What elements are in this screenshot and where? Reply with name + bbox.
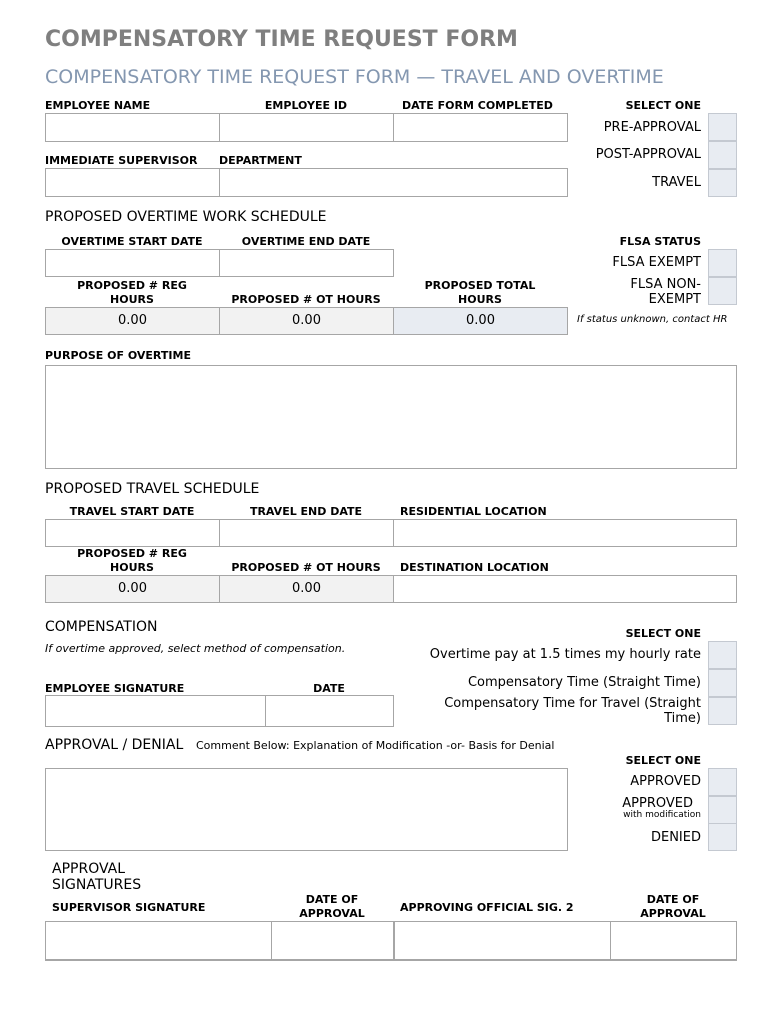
travel-type-label: TRAVEL: [652, 175, 701, 190]
approval-comment-label: Comment Below: Explanation of Modification -or- Basis for Denial: [196, 739, 555, 752]
employee-signature-date-label: DATE: [313, 682, 345, 695]
employee-signature-label: EMPLOYEE SIGNATURE: [45, 682, 185, 695]
page-title: COMPENSATORY TIME REQUEST FORM: [45, 27, 518, 52]
overtime-start-field[interactable]: [45, 249, 220, 277]
destination-field[interactable]: [393, 575, 737, 603]
overtime-start-label: OVERTIME START DATE: [61, 235, 203, 248]
ot-reg-hours-value: 0.00: [118, 313, 147, 328]
supervisor-signature-label: SUPERVISOR SIGNATURE: [52, 901, 206, 914]
flsa-exempt-checkbox[interactable]: [708, 249, 737, 277]
ot-total-hours-value: 0.00: [466, 313, 495, 328]
pre-approval-checkbox[interactable]: [708, 113, 737, 141]
employee-name-field[interactable]: [45, 113, 220, 142]
pre-approval-label: PRE-APPROVAL: [603, 120, 701, 135]
travel-end-label: TRAVEL END DATE: [249, 505, 363, 518]
travel-reg-hours-value: 0.00: [118, 581, 147, 596]
official-signature-label: APPROVING OFFICIAL SIG. 2: [400, 901, 574, 914]
purpose-label: PURPOSE OF OVERTIME: [45, 349, 191, 362]
date-approval-1-field[interactable]: [271, 921, 394, 961]
comp-option-travel-time-label: Compensatory Time for Travel (Straight Time): [444, 696, 701, 726]
employee-id-field[interactable]: [219, 113, 394, 142]
page-subtitle: COMPENSATORY TIME REQUEST FORM — TRAVEL AND OVERTIME: [45, 66, 664, 88]
travel-ot-hours-label: PROPOSED # OT HOURS: [231, 561, 381, 574]
residential-label: RESIDENTIAL LOCATION: [400, 505, 547, 518]
travel-reg-hours-label: PROPOSED # REG HOURS: [77, 547, 187, 574]
department-field[interactable]: [219, 168, 568, 197]
supervisor-label: IMMEDIATE SUPERVISOR: [45, 154, 198, 167]
date-approval-2-field[interactable]: [610, 921, 737, 961]
date-approval-2-label: DATE OF APPROVAL: [640, 893, 706, 920]
comp-option-comp-time-checkbox[interactable]: [708, 669, 737, 697]
compensation-select-heading: SELECT ONE: [625, 627, 701, 640]
date-completed-field[interactable]: [393, 113, 568, 142]
residential-field[interactable]: [393, 519, 737, 547]
employee-signature-date-field[interactable]: [265, 695, 394, 727]
approval-select-heading: SELECT ONE: [625, 754, 701, 767]
date-approval-1-label: DATE OF APPROVAL: [299, 893, 365, 920]
destination-label: DESTINATION LOCATION: [400, 561, 549, 574]
request-type-heading: SELECT ONE: [625, 99, 701, 112]
comp-option-travel-time-checkbox[interactable]: [708, 697, 737, 725]
compensation-section-title: COMPENSATION: [45, 619, 158, 635]
ot-reg-hours-label: PROPOSED # REG HOURS: [77, 279, 187, 306]
approval-comment-field[interactable]: [45, 768, 568, 851]
comp-option-comp-time-label: Compensatory Time (Straight Time): [467, 675, 701, 690]
date-completed-label: DATE FORM COMPLETED: [402, 99, 553, 112]
post-approval-label: POST-APPROVAL: [595, 147, 701, 162]
employee-name-label: EMPLOYEE NAME: [45, 99, 151, 112]
overtime-section-title: PROPOSED OVERTIME WORK SCHEDULE: [45, 209, 327, 225]
denied-label: DENIED: [650, 830, 701, 845]
purpose-field[interactable]: [45, 365, 737, 469]
travel-section-title: PROPOSED TRAVEL SCHEDULE: [45, 481, 260, 497]
supervisor-signature-field[interactable]: [45, 921, 272, 961]
travel-type-checkbox[interactable]: [708, 169, 737, 197]
flsa-exempt-label: FLSA EXEMPT: [612, 255, 701, 270]
approved-checkbox[interactable]: [708, 768, 737, 796]
ot-ot-hours-label: PROPOSED # OT HOURS: [231, 293, 381, 306]
post-approval-checkbox[interactable]: [708, 141, 737, 169]
travel-end-field[interactable]: [219, 519, 394, 547]
travel-ot-hours-value: 0.00: [292, 581, 321, 596]
flsa-heading: FLSA STATUS: [619, 235, 701, 248]
employee-signature-field[interactable]: [45, 695, 266, 727]
compensation-note: If overtime approved, select method of compensation.: [45, 642, 346, 655]
comp-option-overtime-pay-checkbox[interactable]: [708, 641, 737, 669]
ot-ot-hours-value: 0.00: [292, 313, 321, 328]
denied-checkbox[interactable]: [708, 823, 737, 851]
employee-id-label: EMPLOYEE ID: [264, 99, 348, 112]
department-label: DEPARTMENT: [219, 154, 302, 167]
comp-option-overtime-pay-label: Overtime pay at 1.5 times my hourly rate: [429, 647, 701, 662]
approved-mod-label: APPROVED: [622, 796, 693, 811]
approval-section-title: APPROVAL / DENIAL: [45, 737, 184, 753]
approved-mod-sublabel: with modification: [623, 810, 701, 820]
supervisor-field[interactable]: [45, 168, 220, 197]
ot-total-hours-label: PROPOSED TOTAL HOURS: [424, 279, 536, 306]
signatures-section-title: APPROVAL SIGNATURES: [52, 861, 142, 893]
approved-label: APPROVED: [630, 774, 701, 789]
approved-mod-checkbox[interactable]: [708, 796, 737, 824]
travel-start-label: TRAVEL START DATE: [69, 505, 195, 518]
overtime-end-field[interactable]: [219, 249, 394, 277]
flsa-non-exempt-checkbox[interactable]: [708, 277, 737, 305]
flsa-non-exempt-label: FLSA NON-EXEMPT: [630, 277, 701, 307]
travel-start-field[interactable]: [45, 519, 220, 547]
overtime-end-label: OVERTIME END DATE: [241, 235, 371, 248]
flsa-note: If status unknown, contact HR: [577, 314, 728, 325]
official-signature-field[interactable]: [393, 921, 611, 961]
